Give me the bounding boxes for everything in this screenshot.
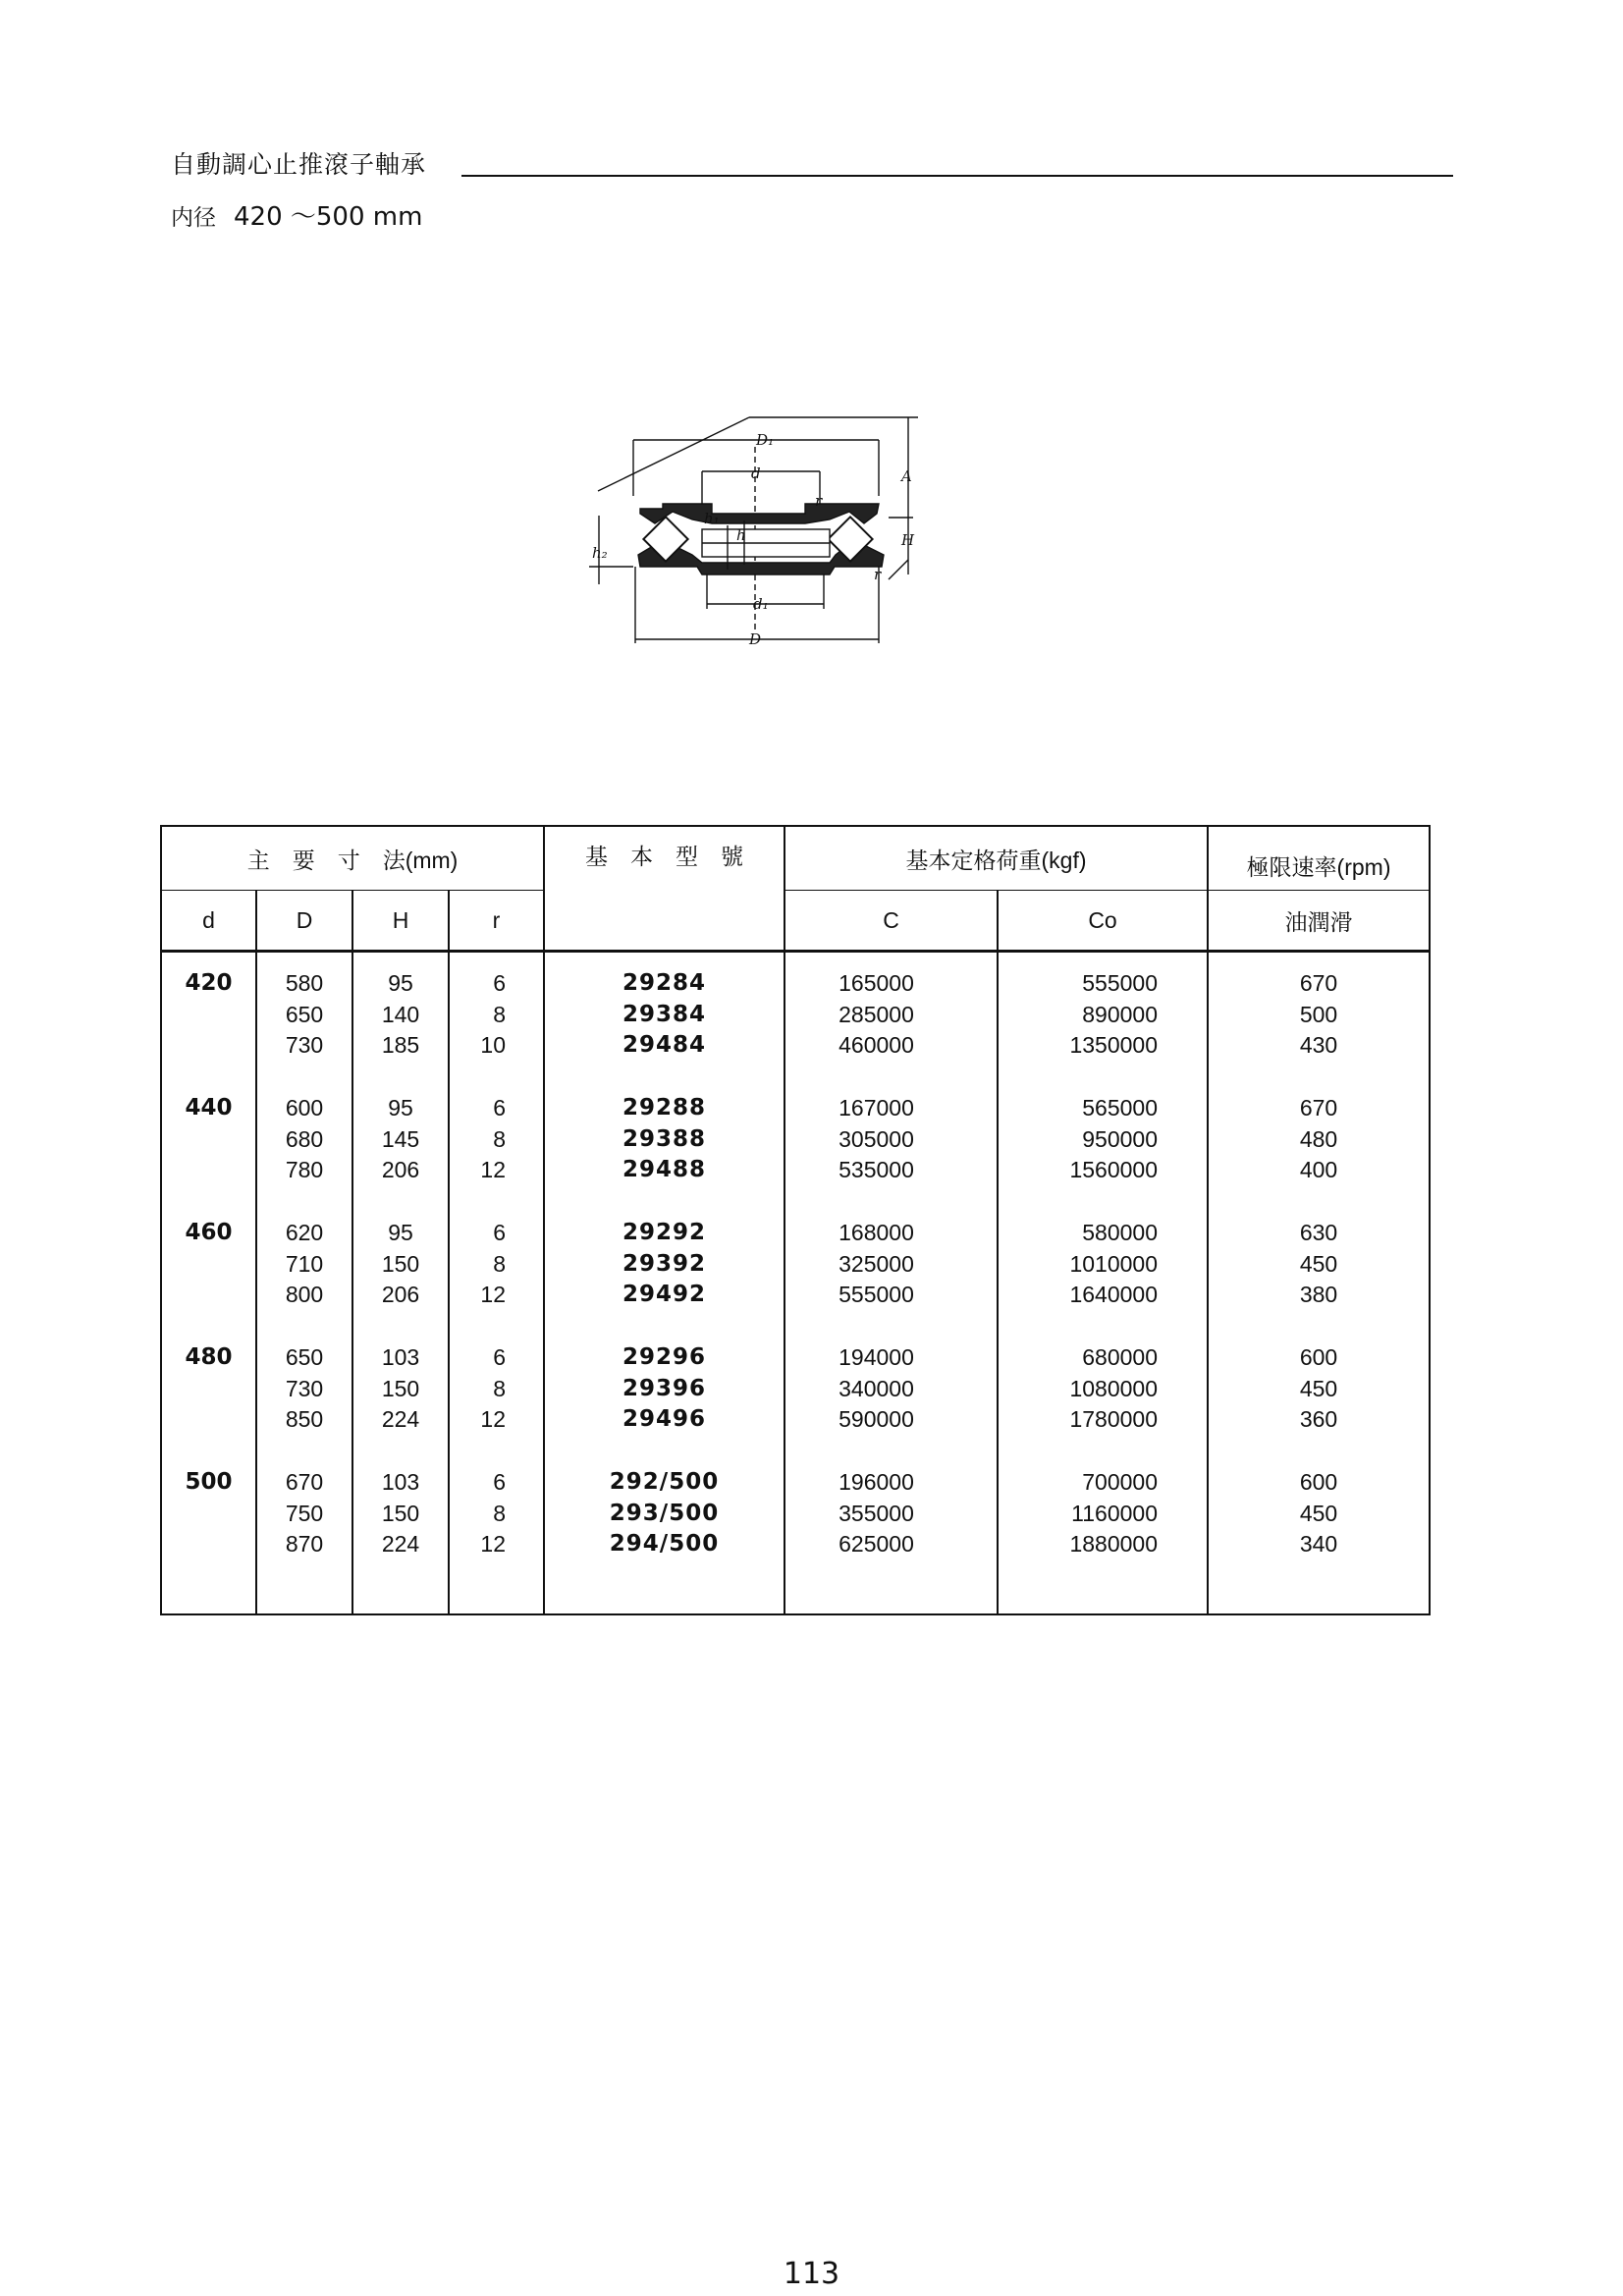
dynamic-load-value: 285000 — [839, 1001, 914, 1027]
static-load-value: 555000 — [1082, 970, 1159, 996]
static-load-value: 580000 — [1082, 1220, 1159, 1245]
speed-limit-value: 500 — [1299, 1001, 1338, 1027]
height-value: 224 — [381, 1406, 420, 1432]
speed-limit-value: 600 — [1299, 1469, 1338, 1495]
speed-limit-value: 360 — [1299, 1406, 1338, 1432]
static-load-value: 1010000 — [1069, 1250, 1159, 1277]
outer-diameter-value: 620 — [285, 1220, 324, 1245]
dynamic-load-cell — [784, 1093, 998, 1218]
table-bottom-spacer — [784, 1592, 998, 1614]
static-load-value: 1080000 — [1069, 1375, 1159, 1401]
dynamic-load-value: 535000 — [839, 1157, 914, 1182]
outer-diameter-cell — [256, 968, 352, 1093]
header-main-dimensions: 主 要 寸 法(mm) — [161, 826, 544, 891]
table-bottom-spacer — [256, 1592, 352, 1614]
header-D: D — [256, 891, 352, 952]
static-load-value: 1880000 — [1069, 1531, 1159, 1557]
model-number-value: 29392 — [622, 1250, 707, 1277]
title-rule — [461, 175, 1453, 177]
radius-value: 10 — [480, 1032, 507, 1058]
dynamic-load-value: 625000 — [839, 1531, 914, 1557]
height-cell — [352, 1342, 449, 1467]
dynamic-load-value: 167000 — [839, 1095, 914, 1121]
model-number-value: 292/500 — [609, 1469, 720, 1495]
header-H: H — [352, 891, 449, 952]
speed-limit-value: 670 — [1299, 970, 1338, 996]
speed-limit-value: 450 — [1299, 1500, 1338, 1526]
model-number-value: 29292 — [622, 1220, 707, 1245]
height-value: 95 — [388, 1095, 413, 1121]
radius-value: 8 — [493, 1250, 507, 1277]
height-value: 95 — [388, 970, 413, 996]
radius-value: 8 — [493, 1375, 507, 1401]
dynamic-load-value: 194000 — [839, 1344, 914, 1370]
table-row-group — [161, 1467, 1430, 1592]
height-value: 185 — [381, 1032, 420, 1058]
bore-diameter-cell — [161, 1093, 256, 1218]
model-number-cell — [544, 1093, 784, 1218]
radius-value: 6 — [493, 1095, 507, 1121]
speed-limit-cell — [1208, 1467, 1430, 1592]
table-row-group — [161, 1093, 1430, 1218]
static-load-value: 700000 — [1082, 1469, 1159, 1495]
bore-diameter-cell — [161, 1467, 256, 1592]
label-D: D — [749, 630, 762, 648]
dynamic-load-cell — [784, 1342, 998, 1467]
header-C: C — [784, 891, 998, 952]
bearing-spec-table — [160, 825, 1431, 1615]
bore-range-label: 内径 — [171, 205, 216, 231]
outer-diameter-value: 850 — [285, 1406, 324, 1432]
dynamic-load-value: 460000 — [839, 1032, 914, 1058]
height-value: 103 — [381, 1344, 420, 1370]
outer-diameter-cell — [256, 1342, 352, 1467]
speed-limit-cell — [1208, 968, 1430, 1093]
model-number-value: 294/500 — [609, 1531, 720, 1557]
label-d1: d₁ — [753, 595, 769, 613]
speed-limit-cell — [1208, 1093, 1430, 1218]
model-number-cell — [544, 1467, 784, 1592]
outer-diameter-cell — [256, 1467, 352, 1592]
static-load-value: 680000 — [1082, 1344, 1159, 1370]
outer-diameter-value: 730 — [285, 1032, 324, 1058]
label-h2: h₂ — [592, 544, 608, 562]
bore-diameter-value: 480 — [185, 1344, 233, 1370]
model-number-value: 29288 — [622, 1095, 707, 1121]
header-load-rating: 基本定格荷重(kgf) — [784, 826, 1208, 891]
static-load-value: 1640000 — [1069, 1282, 1159, 1307]
bore-diameter-value: 440 — [185, 1095, 233, 1121]
table-bottom-spacer — [544, 1592, 784, 1614]
speed-limit-value: 630 — [1299, 1220, 1338, 1245]
radius-value: 12 — [480, 1282, 507, 1307]
table-bottom-spacer — [161, 1592, 256, 1614]
static-load-cell — [998, 1467, 1208, 1592]
dynamic-load-value: 590000 — [839, 1406, 914, 1432]
height-value: 150 — [381, 1375, 420, 1401]
radius-cell — [449, 1093, 544, 1218]
label-A: A — [901, 467, 912, 485]
table-bottom-spacer — [1208, 1592, 1430, 1614]
speed-limit-value: 430 — [1299, 1032, 1338, 1058]
header-Co: Co — [998, 891, 1208, 952]
static-load-cell — [998, 1342, 1208, 1467]
outer-diameter-value: 730 — [285, 1375, 324, 1401]
model-number-value: 293/500 — [609, 1500, 720, 1526]
static-load-value: 1780000 — [1069, 1406, 1159, 1432]
radius-value: 12 — [480, 1531, 507, 1557]
height-cell — [352, 1218, 449, 1342]
dynamic-load-cell — [784, 968, 998, 1093]
table-row-group — [161, 968, 1430, 1093]
model-number-cell — [544, 1218, 784, 1342]
table-bottom-spacer — [449, 1592, 544, 1614]
dynamic-load-value: 555000 — [839, 1282, 914, 1307]
speed-limit-value: 450 — [1299, 1250, 1338, 1277]
static-load-value: 1160000 — [1071, 1500, 1159, 1526]
speed-limit-cell — [1208, 1218, 1430, 1342]
speed-limit-value: 450 — [1299, 1375, 1338, 1401]
outer-diameter-value: 580 — [285, 970, 324, 996]
bore-diameter-cell — [161, 1342, 256, 1467]
table-row-group — [161, 1342, 1430, 1467]
outer-diameter-value: 870 — [285, 1531, 324, 1557]
page-number: 113 — [783, 2257, 840, 2291]
outer-diameter-cell — [256, 1093, 352, 1218]
model-number-value: 29296 — [622, 1344, 707, 1370]
height-cell — [352, 1467, 449, 1592]
outer-diameter-value: 800 — [285, 1282, 324, 1307]
outer-diameter-value: 670 — [285, 1469, 324, 1495]
radius-cell — [449, 1218, 544, 1342]
bore-range-value: 420 ～500 mm — [234, 202, 423, 232]
model-number-cell — [544, 1342, 784, 1467]
model-number-value: 29496 — [622, 1406, 707, 1432]
label-D1: D₁ — [756, 431, 775, 449]
table-bottom-spacer — [352, 1592, 449, 1614]
radius-value: 8 — [493, 1001, 507, 1027]
static-load-value: 1560000 — [1069, 1157, 1159, 1182]
radius-value: 6 — [493, 970, 507, 996]
label-H: H — [901, 531, 915, 549]
label-r-bottom: r — [874, 566, 882, 583]
outer-diameter-cell — [256, 1218, 352, 1342]
radius-cell — [449, 968, 544, 1093]
outer-diameter-value: 600 — [285, 1095, 324, 1121]
height-value: 150 — [381, 1500, 420, 1526]
page-title: 自動調心止推滾子軸承 — [171, 150, 427, 179]
label-h: h — [736, 526, 746, 544]
height-cell — [352, 968, 449, 1093]
dynamic-load-value: 196000 — [839, 1469, 914, 1495]
height-value: 95 — [388, 1220, 413, 1245]
outer-diameter-value: 710 — [285, 1250, 324, 1277]
label-h1: h₁ — [704, 510, 720, 527]
speed-limit-value: 670 — [1299, 1095, 1338, 1121]
model-number-cell — [544, 968, 784, 1093]
dynamic-load-value: 325000 — [839, 1250, 914, 1277]
speed-limit-value: 340 — [1299, 1531, 1338, 1557]
dynamic-load-value: 168000 — [839, 1220, 914, 1245]
radius-value: 6 — [493, 1344, 507, 1370]
height-value: 206 — [381, 1157, 420, 1182]
model-number-value: 29396 — [622, 1375, 707, 1401]
header-model: 基 本 型 號 — [544, 826, 784, 952]
bearing-cross-section-diagram — [584, 408, 918, 663]
label-d: d — [751, 465, 761, 482]
static-load-value: 890000 — [1082, 1001, 1159, 1027]
header-speed-limit: 極限速率(rpm) — [1208, 826, 1430, 891]
radius-value: 12 — [480, 1157, 507, 1182]
static-load-cell — [998, 968, 1208, 1093]
speed-limit-value: 400 — [1299, 1157, 1338, 1182]
outer-diameter-value: 750 — [285, 1500, 324, 1526]
header-d: d — [161, 891, 256, 952]
static-load-cell — [998, 1093, 1208, 1218]
label-r-top: r — [815, 492, 823, 510]
bore-diameter-value: 500 — [185, 1469, 233, 1495]
bore-range-subtitle — [171, 196, 422, 233]
radius-value: 12 — [480, 1406, 507, 1432]
model-number-value: 29488 — [622, 1157, 707, 1182]
radius-value: 6 — [493, 1220, 507, 1245]
table-row-group — [161, 1218, 1430, 1342]
model-number-value: 29384 — [622, 1001, 707, 1027]
bore-diameter-cell — [161, 968, 256, 1093]
outer-diameter-value: 650 — [285, 1344, 324, 1370]
static-load-value: 950000 — [1082, 1125, 1159, 1152]
bore-diameter-value: 460 — [185, 1220, 233, 1245]
static-load-value: 565000 — [1082, 1095, 1159, 1121]
table-bottom-spacer — [998, 1592, 1208, 1614]
height-value: 140 — [381, 1001, 420, 1027]
dynamic-load-value: 165000 — [839, 970, 914, 996]
radius-value: 8 — [493, 1500, 507, 1526]
header-r: r — [449, 891, 544, 952]
dynamic-load-value: 355000 — [839, 1500, 914, 1526]
outer-diameter-value: 680 — [285, 1125, 324, 1152]
height-value: 206 — [381, 1282, 420, 1307]
speed-limit-cell — [1208, 1342, 1430, 1467]
model-number-value: 29284 — [622, 970, 707, 996]
header-oil-lubrication: 油潤滑 — [1208, 891, 1430, 952]
outer-diameter-value: 780 — [285, 1157, 324, 1182]
static-load-value: 1350000 — [1069, 1032, 1159, 1058]
outer-diameter-value: 650 — [285, 1001, 324, 1027]
speed-limit-value: 600 — [1299, 1344, 1338, 1370]
dynamic-load-cell — [784, 1467, 998, 1592]
height-value: 224 — [381, 1531, 420, 1557]
speed-limit-value: 380 — [1299, 1282, 1338, 1307]
bore-diameter-cell — [161, 1218, 256, 1342]
model-number-value: 29492 — [622, 1282, 707, 1307]
model-number-value: 29388 — [622, 1125, 707, 1152]
height-value: 145 — [381, 1125, 420, 1152]
height-cell — [352, 1093, 449, 1218]
speed-limit-value: 480 — [1299, 1125, 1338, 1152]
bore-diameter-value: 420 — [185, 970, 233, 996]
static-load-cell — [998, 1218, 1208, 1342]
radius-cell — [449, 1467, 544, 1592]
dynamic-load-cell — [784, 1218, 998, 1342]
dynamic-load-value: 305000 — [839, 1125, 914, 1152]
radius-cell — [449, 1342, 544, 1467]
model-number-value: 29484 — [622, 1032, 707, 1058]
radius-value: 6 — [493, 1469, 507, 1495]
height-value: 150 — [381, 1250, 420, 1277]
dynamic-load-value: 340000 — [839, 1375, 914, 1401]
height-value: 103 — [381, 1469, 420, 1495]
radius-value: 8 — [493, 1125, 507, 1152]
